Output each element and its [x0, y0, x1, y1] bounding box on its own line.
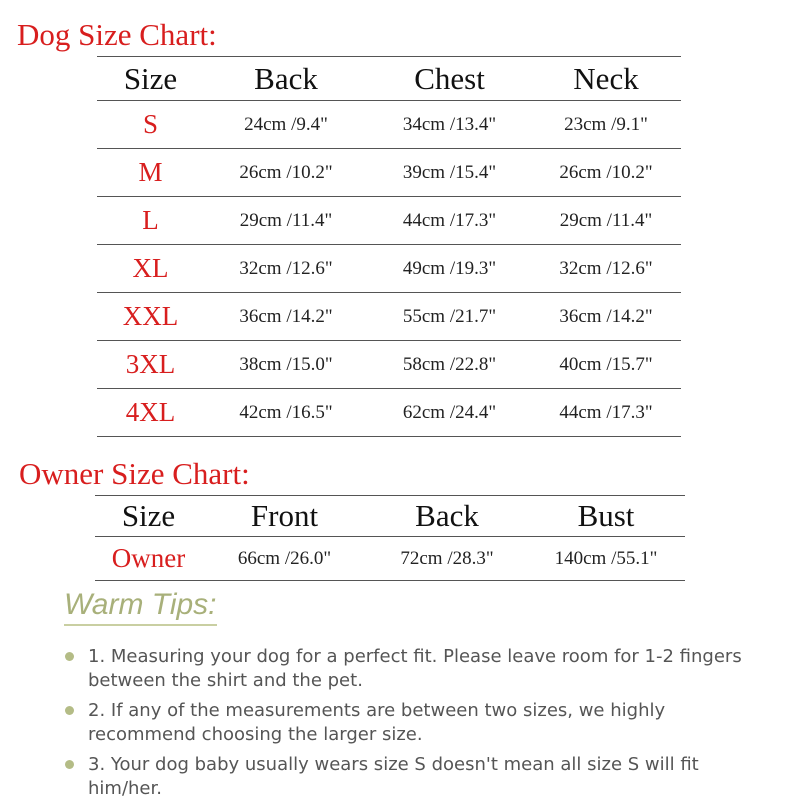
table-row [97, 149, 681, 197]
table-row [97, 341, 681, 389]
owner-size-table [95, 495, 685, 581]
table-row [97, 245, 681, 293]
neck-measurement: 32cm /12.6" [559, 257, 653, 279]
bust-measurement: 140cm /55.1" [554, 547, 658, 569]
column-header-size: Size [121, 498, 176, 533]
tip-text: 3. Your dog baby usually wears size S doesn't mean all size S will fit him/her. [88, 754, 699, 799]
list-item [62, 753, 762, 801]
table-row [97, 389, 681, 437]
column-header-bust: Bust [577, 498, 635, 533]
bullet-icon [65, 760, 74, 769]
chest-measurement: 62cm /24.4" [402, 401, 497, 423]
bullet-icon [65, 652, 74, 661]
neck-measurement: 29cm /11.4" [559, 209, 653, 231]
chest-measurement: 58cm /22.8" [402, 353, 497, 375]
chest-measurement: 49cm /19.3" [402, 257, 497, 279]
neck-measurement: 36cm /14.2" [559, 305, 653, 327]
table-header-row [97, 57, 681, 101]
dog-size-table [97, 56, 681, 437]
tip-text: 2. If any of the measurements are between two sizes, we highly recommend choosing the larger size. [88, 700, 666, 745]
warm-tips-title: Warm Tips: [64, 588, 217, 626]
owner-size-chart-title: Owner Size Chart: [19, 456, 250, 491]
back-measurement: 38cm /15.0" [239, 353, 333, 375]
front-measurement: 66cm /26.0" [237, 547, 332, 569]
neck-measurement: 26cm /10.2" [559, 161, 653, 183]
table-row [97, 197, 681, 245]
tip-text: 1. Measuring your dog for a perfect fit. Please leave room for 1-2 fingers between the shirt and the pet. [88, 646, 742, 691]
column-header-neck: Neck [573, 60, 639, 96]
size-label: 4XL [125, 397, 176, 427]
table-row [95, 537, 685, 581]
table-row [97, 293, 681, 341]
back-measurement: 29cm /11.4" [239, 209, 333, 231]
size-label: M [138, 157, 163, 187]
table-row [97, 101, 681, 149]
size-label: L [142, 205, 159, 235]
back-measurement: 72cm /28.3" [400, 547, 494, 569]
back-measurement: 26cm /10.2" [239, 161, 333, 183]
size-label: 3XL [125, 349, 176, 379]
size-label: S [142, 109, 159, 139]
size-label: Owner [111, 543, 186, 573]
chest-measurement: 34cm /13.4" [402, 113, 497, 135]
dog-size-chart-title: Dog Size Chart: [17, 17, 217, 52]
back-measurement: 42cm /16.5" [239, 401, 333, 423]
column-header-chest: Chest [414, 60, 485, 96]
chest-measurement: 39cm /15.4" [402, 161, 497, 183]
neck-measurement: 44cm /17.3" [559, 401, 653, 423]
table-header-row [95, 496, 685, 537]
list-item [62, 645, 762, 693]
size-label: XL [132, 253, 169, 283]
column-header-back: Back [415, 498, 479, 533]
column-header-front: Front [250, 498, 319, 533]
size-label: XXL [122, 301, 179, 331]
back-measurement: 32cm /12.6" [239, 257, 333, 279]
neck-measurement: 23cm /9.1" [564, 113, 648, 135]
back-measurement: 24cm /9.4" [244, 113, 328, 135]
neck-measurement: 40cm /15.7" [559, 353, 653, 375]
bullet-icon [65, 706, 74, 715]
column-header-back: Back [254, 60, 318, 96]
chest-measurement: 44cm /17.3" [402, 209, 497, 231]
back-measurement: 36cm /14.2" [239, 305, 333, 327]
warm-tips-list [62, 645, 762, 807]
list-item [62, 699, 762, 747]
column-header-size: Size [123, 60, 178, 96]
chest-measurement: 55cm /21.7" [402, 305, 497, 327]
